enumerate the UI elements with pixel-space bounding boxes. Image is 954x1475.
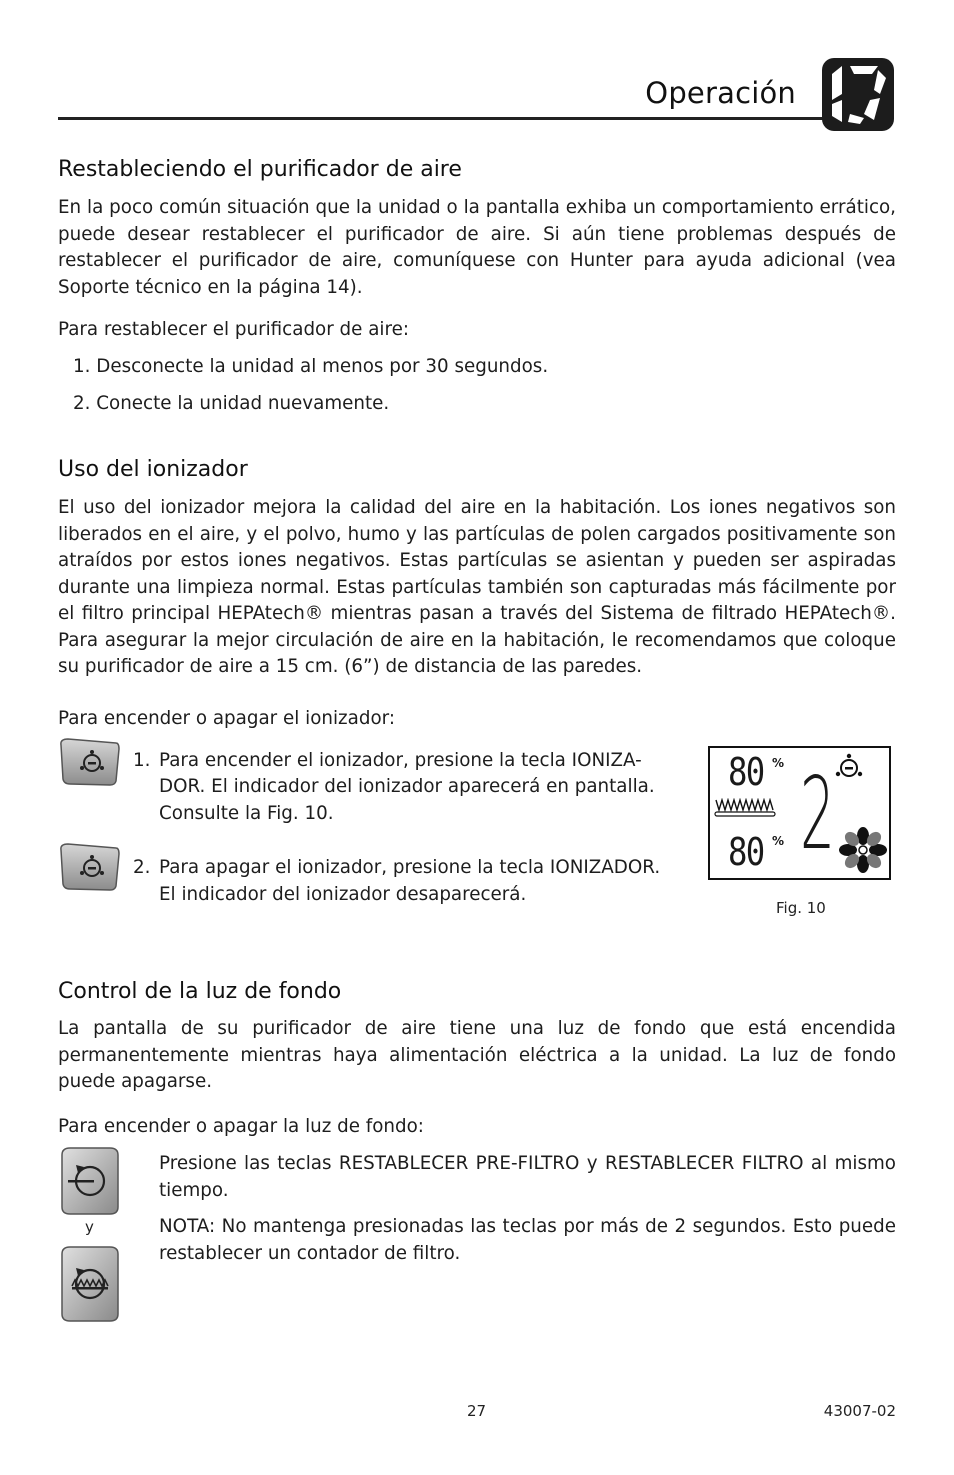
backlight-paragraph: La pantalla de su purificador de aire tiene una luz de fondo que está encendida permanentemente mientras haya alimentación eléctrica a la unidad. La luz de fondo puede apagarse. bbox=[58, 1018, 896, 1092]
ionizer-indicator-icon bbox=[832, 752, 866, 782]
lcd-display-figure bbox=[708, 746, 891, 880]
figure-caption: Fig. 10 bbox=[776, 899, 826, 917]
section-heading-reset: Restableciendo el purificador de aire bbox=[58, 157, 462, 182]
ionizer-step-2-line-2: El indicador del ionizador desaparecerá. bbox=[159, 884, 527, 905]
page-number: 27 bbox=[467, 1402, 487, 1420]
section-heading-ionizer: Uso del ionizador bbox=[58, 457, 248, 482]
connector-word: y bbox=[85, 1218, 94, 1236]
reset-step-2: 2. Conecte la unidad nuevamente. bbox=[73, 393, 390, 414]
reset-step-1: 1. Desconecte la unidad al menos por 30 segundos. bbox=[73, 356, 549, 377]
ionizer-paragraph: El uso del ionizador mejora la calidad del aire en la habitación. Los iones negativos son liberados en el aire, y el polvo, humo y las partículas de polen cargados positivamente son atraídos por estos iones negativos. Estas partículas se asientan y pueden ser aspiradas durante una limpieza normal. Estas partículas también son capturadas más fácilmente por el filtro principal HEPAtech® mientras pasan a través del Sistema de filtrado HEPAtech®. Para asegurar la mejor circulación de aire en la habitación, le recomendamos que coloque su purificador de aire a 15 cm. (6”) de distancia de las paredes. bbox=[58, 497, 896, 677]
ionizer-step-2-number: 2. bbox=[133, 857, 151, 878]
reset-filter-button-icon bbox=[58, 1244, 122, 1324]
ionizer-step-1-line-3: Consulte la Fig. 10. bbox=[159, 803, 334, 824]
reset-paragraph: En la poco común situación que la unidad o la pantalla exhiba un comportamiento errático, puede desear restablecer el purificador de aire. Si aún tiene problemas después de restablecer el purificador de aire, comuníquese con Hunter para ayuda adicional (vea Soporte técnico en la página 14). bbox=[58, 197, 896, 298]
page-title: Operación bbox=[645, 76, 796, 110]
header-rule bbox=[58, 117, 836, 120]
ionizer-step-1-number: 1. bbox=[133, 750, 151, 771]
fan-icon bbox=[838, 826, 888, 874]
ionizer-step-2-line-1: Para apagar el ionizador, presione la tecla IONIZADOR. bbox=[159, 857, 661, 878]
backlight-intro: Para encender o apagar la luz de fondo: bbox=[58, 1116, 424, 1137]
ionizer-button-icon bbox=[58, 842, 120, 892]
lcd-percent-top: % bbox=[772, 756, 785, 770]
ionizer-step-1-line-1: Para encender el ionizador, presione la tecla IONIZA- bbox=[159, 750, 642, 771]
reset-prefilter-button-icon bbox=[58, 1145, 122, 1217]
lcd-humidity-bottom: 80 bbox=[728, 830, 764, 874]
ionizer-intro: Para encender o apagar el ionizador: bbox=[58, 708, 395, 729]
document-code: 43007-02 bbox=[823, 1402, 896, 1420]
ionizer-step-1-line-2: DOR. El indicador del ionizador aparecerá en pantalla. bbox=[159, 776, 655, 797]
reset-intro: Para restablecer el purificador de aire: bbox=[58, 319, 410, 340]
section-heading-backlight: Control de la luz de fondo bbox=[58, 979, 342, 1004]
lcd-humidity-top: 80 bbox=[728, 750, 764, 794]
backlight-instruction: Presione las teclas RESTABLECER PRE-FILTRO y RESTABLECER FILTRO al mismo tiempo. bbox=[159, 1153, 896, 1201]
ionizer-button-icon bbox=[58, 737, 120, 787]
backlight-note: NOTA: No mantenga presionadas las teclas por más de 2 segundos. Esto puede restablecer un contador de filtro. bbox=[159, 1216, 896, 1264]
operation-chapter-icon bbox=[820, 56, 896, 133]
lcd-percent-bottom: % bbox=[772, 834, 785, 848]
filter-indicator-icon bbox=[714, 798, 776, 818]
lcd-speed-digit: 2 bbox=[800, 755, 835, 872]
